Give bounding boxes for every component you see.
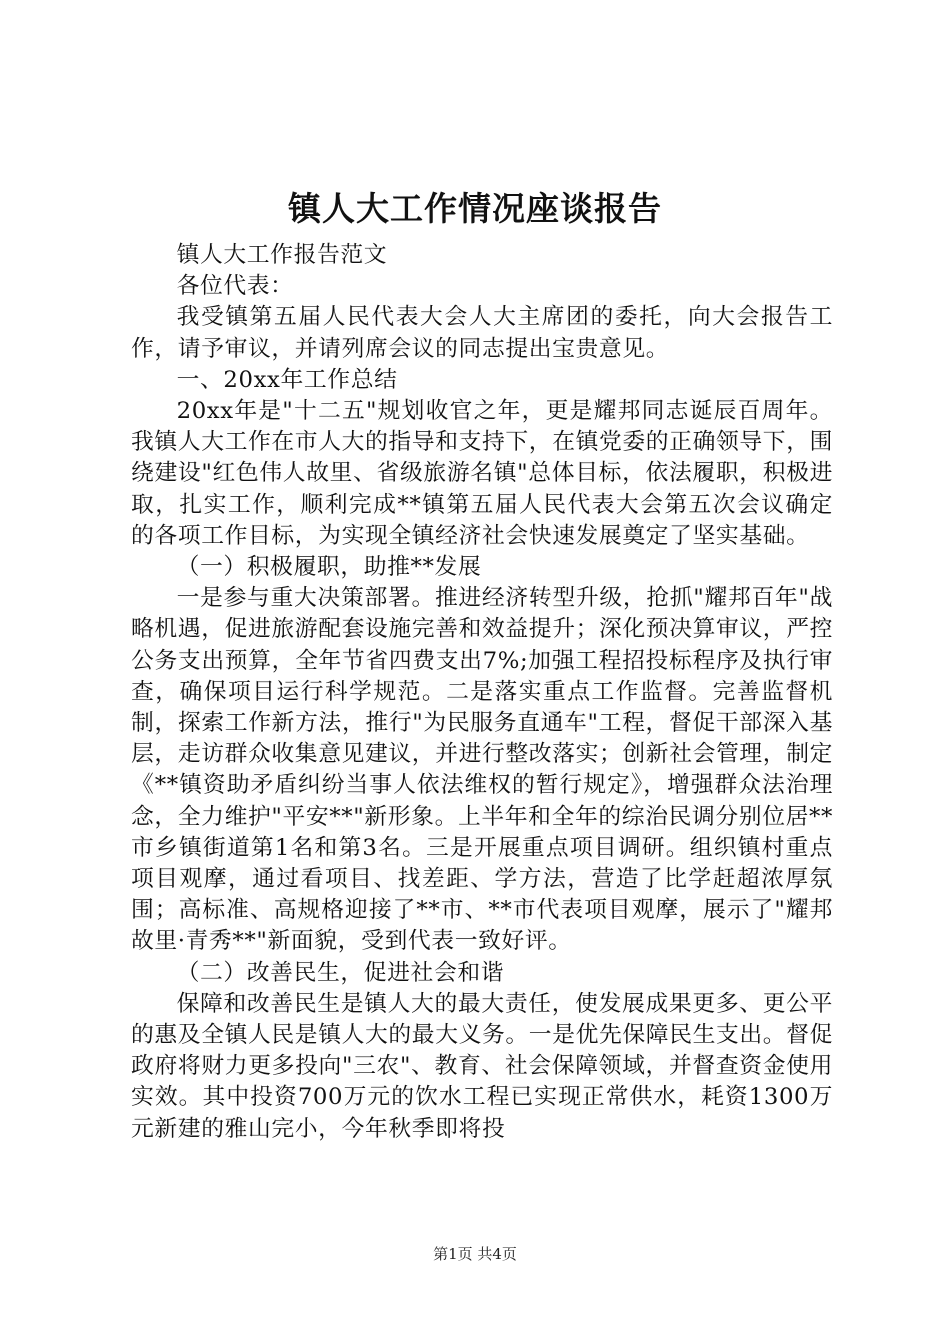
paragraph-subtitle: 镇人大工作报告范文 xyxy=(176,242,388,268)
document-body xyxy=(131,240,833,1145)
page-footer: 第1页 共4页 xyxy=(433,1245,517,1263)
document-title: 镇人大工作情况座谈报告 xyxy=(288,189,662,228)
paragraph-livelihood: 保障和改善民生是镇人大的最大责任，使发展成果更多、更公平的惠及全镇人民是镇人大的最大义务。一是优先保障民生支出。督促政府将财力更多投向"三农"、教育、社会保障领域，并督查资金使用实效。其中投资700万元的饮水工程已实现正常供水，耗资1300万元新建的雅山完小，今年秋季即将投 xyxy=(131,990,833,1142)
paragraph-salutation: 各位代表： xyxy=(176,273,294,300)
subsection-heading-2: （二）改善民生，促进社会和谐 xyxy=(176,959,505,986)
subsection-heading-1: （一）积极履职，助推**发展 xyxy=(176,554,482,581)
paragraph-duties: 一是参与重大决策部署。推进经济转型升级，抢抓"耀邦百年"战略机遇，促进旅游配套设施完善和效益提升；深化预决算审议，严控公务支出预算，全年节省四费支出7%;加强工程招投标程序及执行审查，确保项目运行科学规范。二是落实重点工作监督。完善监督机制，探索工作新方法，推行"为民服务直通车"工程，督促干部深入基层，走访群众收集意见建议，并进行整改落实；创新社会管理，制定《**镇资助矛盾纠纷当事人依法维权的暂行规定》，增强群众法治理念，全力维护"平安**"新形象。上半年和全年的综治民调分别位居**市乡镇街道第1名和第3名。三是开展重点项目调研。组织镇村重点项目观摩，通过看项目、找差距、学方法，营造了比学赶超浓厚氛围；高标准、高规格迎接了**市、**市代表项目观摩，展示了"耀邦故里·青秀**"新面貌，受到代表一致好评。 xyxy=(131,585,833,955)
paragraph-summary: 20xx年是"十二五"规划收官之年，更是耀邦同志诞辰百周年。我镇人大工作在市人大的指导和支持下，在镇党委的正确领导下，围绕建设"红色伟人故里、省级旅游名镇"总体目标，依法履职，积极进取，扎实工作，顺利完成**镇第五届人民代表大会第五次会议确定的各项工作目标，为实现全镇经济社会快速发展奠定了坚实基础。 xyxy=(131,398,833,549)
paragraph-intro: 我受镇第五届人民代表大会人大主席团的委托，向大会报告工作，请予审议，并请列席会议的同志提出宝贵意见。 xyxy=(131,304,833,362)
section-heading-1: 一、20xx年工作总结 xyxy=(176,366,398,393)
